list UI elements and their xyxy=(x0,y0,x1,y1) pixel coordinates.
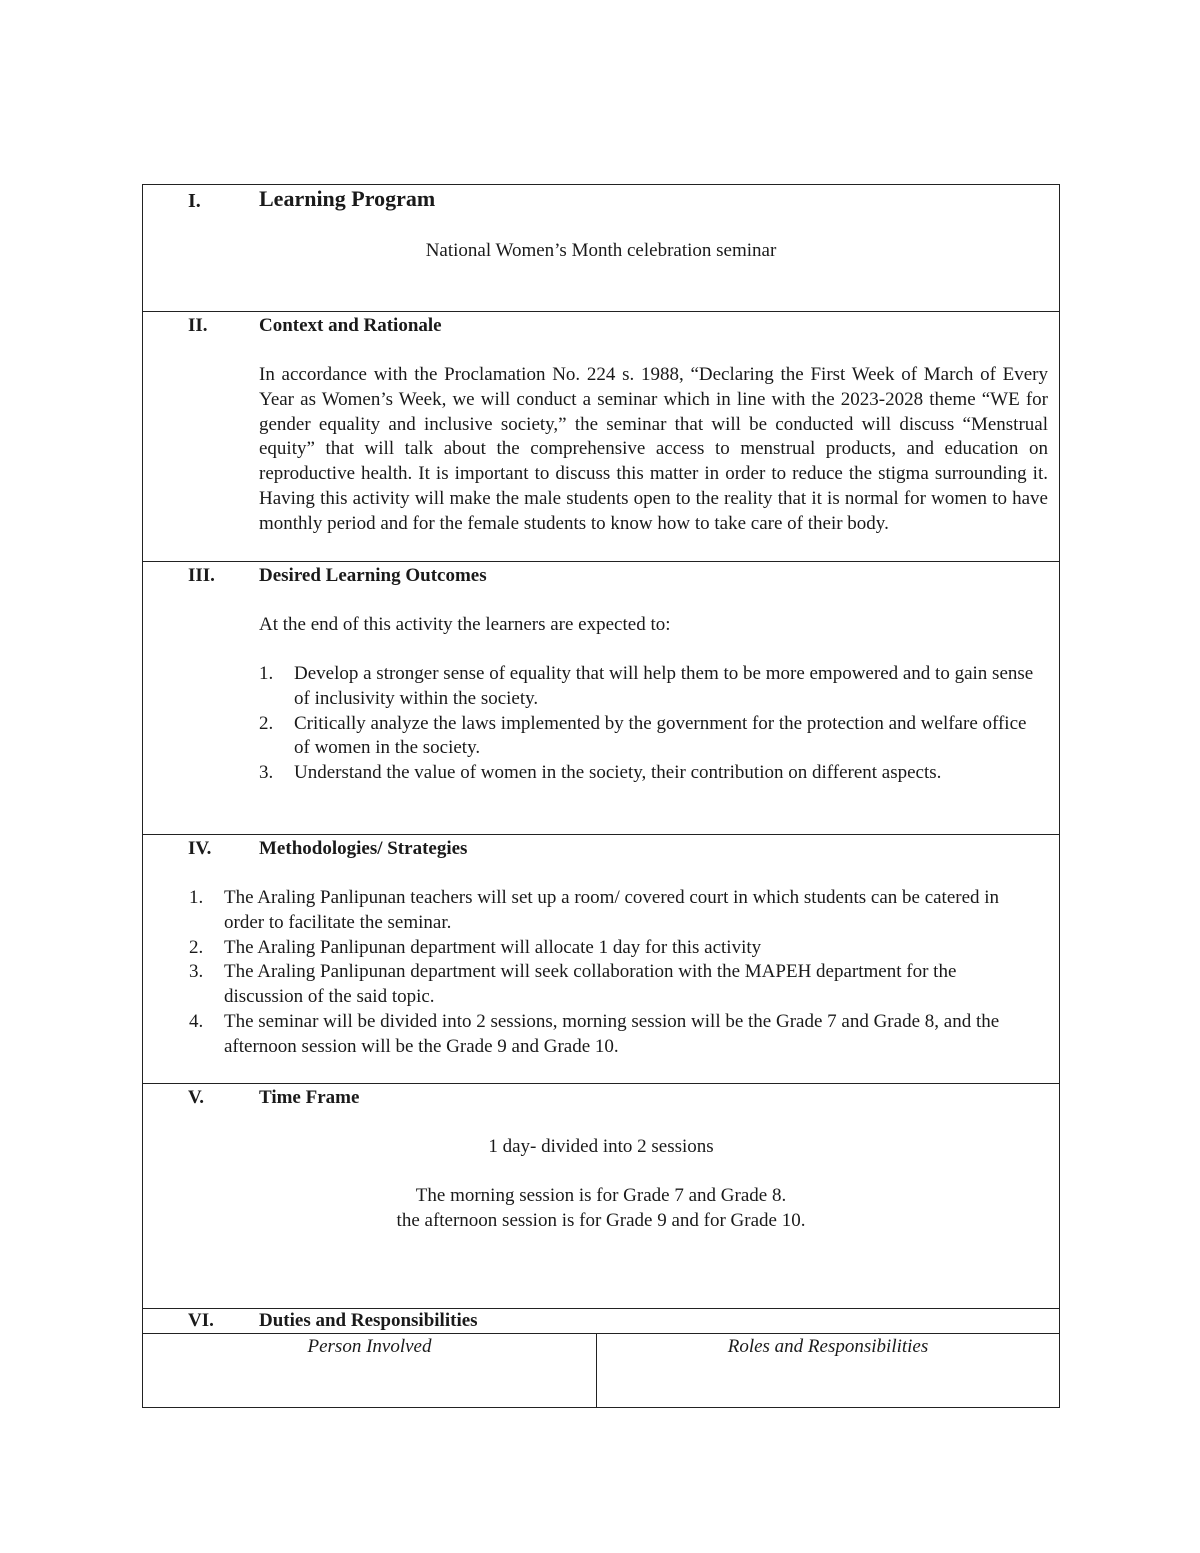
list-item xyxy=(259,662,1045,712)
section-duties-header xyxy=(143,1309,1059,1334)
section-heading: Context and Rationale xyxy=(259,315,442,336)
list-number: 1. xyxy=(259,663,274,684)
section-numeral: VI. xyxy=(188,1310,214,1331)
section-methodologies xyxy=(143,835,1059,1084)
list-number: 3. xyxy=(259,762,274,784)
list-text: The Araling Panlipunan department will allocate 1 day for this activity xyxy=(224,936,762,958)
list-text: Critically analyze the laws implemented by the government for the protection and welfare office of women in the society. xyxy=(294,712,1027,759)
list-number: 3. xyxy=(189,961,204,983)
section-learning-program xyxy=(143,185,1059,312)
list-item xyxy=(189,936,1039,961)
column-header: Person Involved xyxy=(307,1336,432,1357)
list-number: 4. xyxy=(189,1010,204,1032)
section-numeral: II. xyxy=(188,315,208,336)
section-numeral: I. xyxy=(188,190,201,212)
list-number: 2. xyxy=(189,936,204,958)
list-text: The Araling Panlipunan department will seek collaboration with the MAPEH department for the discussion of the said topic. xyxy=(224,961,957,1008)
column-person-involved xyxy=(143,1334,597,1407)
outcomes-list xyxy=(259,662,1045,786)
list-item xyxy=(259,712,1045,762)
duties-table xyxy=(143,1334,1059,1408)
time-frame-summary: 1 day- divided into 2 sessions xyxy=(488,1136,714,1157)
program-title: National Women’s Month celebration seminar xyxy=(425,240,777,261)
section-numeral: V. xyxy=(188,1087,205,1108)
section-numeral: IV. xyxy=(188,838,212,859)
column-roles xyxy=(597,1334,1059,1407)
section-heading: Time Frame xyxy=(259,1087,360,1108)
list-item xyxy=(189,960,1039,1010)
methodologies-list xyxy=(189,886,1039,1060)
section-context-rationale xyxy=(143,312,1059,562)
section-learning-outcomes xyxy=(143,562,1059,835)
section-heading: Desired Learning Outcomes xyxy=(259,565,487,586)
outcomes-intro: At the end of this activity the learners are expected to: xyxy=(259,614,671,635)
list-item xyxy=(259,761,1045,786)
list-text: Develop a stronger sense of equality that will help them to be more empowered and to gain sense of inclusivity within the society. xyxy=(294,663,1034,709)
section-heading: Methodologies/ Strategies xyxy=(259,838,468,859)
rationale-paragraph: In accordance with the Proclamation No. 224 s. 1988, “Declaring the First Week of March of Every Year as Women’s Week, we will conduct a seminar which in line with the 2023-2028 theme “WE for gender equality and inclusive society,” the seminar that will be conducted will discuss “Menstrual equity” that will talk about the comprehensive access to menstrual products, and education on reproductive health. It is important to discuss this matter in order to reduce the stigma surrounding it. Having this activity will make the male students open to the reality that it is normal for women to have monthly period and for the female students to know how to take care of their body. xyxy=(259,364,1048,534)
section-numeral: III. xyxy=(188,565,215,586)
section-heading: Learning Program xyxy=(259,186,436,211)
list-text: Understand the value of women in the society, their contribution on different aspects. xyxy=(294,762,942,784)
list-number: 2. xyxy=(259,712,274,734)
list-text: The seminar will be divided into 2 sessions, morning session will be the Grade 7 and Grade 8, and the afternoon session will be the Grade 9 and Grade 10. xyxy=(224,1010,1000,1057)
section-heading: Duties and Responsibilities xyxy=(259,1310,478,1331)
column-header: Roles and Responsibilities xyxy=(727,1336,929,1357)
document-table xyxy=(142,184,1060,1408)
list-item xyxy=(189,886,1039,936)
section-time-frame xyxy=(143,1084,1059,1309)
list-item xyxy=(189,1010,1039,1060)
morning-session-note: The morning session is for Grade 7 and Grade 8. xyxy=(415,1185,787,1206)
afternoon-session-note: the afternoon session is for Grade 9 and for Grade 10. xyxy=(396,1210,806,1231)
list-number: 1. xyxy=(189,887,204,908)
list-text: The Araling Panlipunan teachers will set up a room/ covered court in which students can be catered in order to facilitate the seminar. xyxy=(224,887,1000,933)
